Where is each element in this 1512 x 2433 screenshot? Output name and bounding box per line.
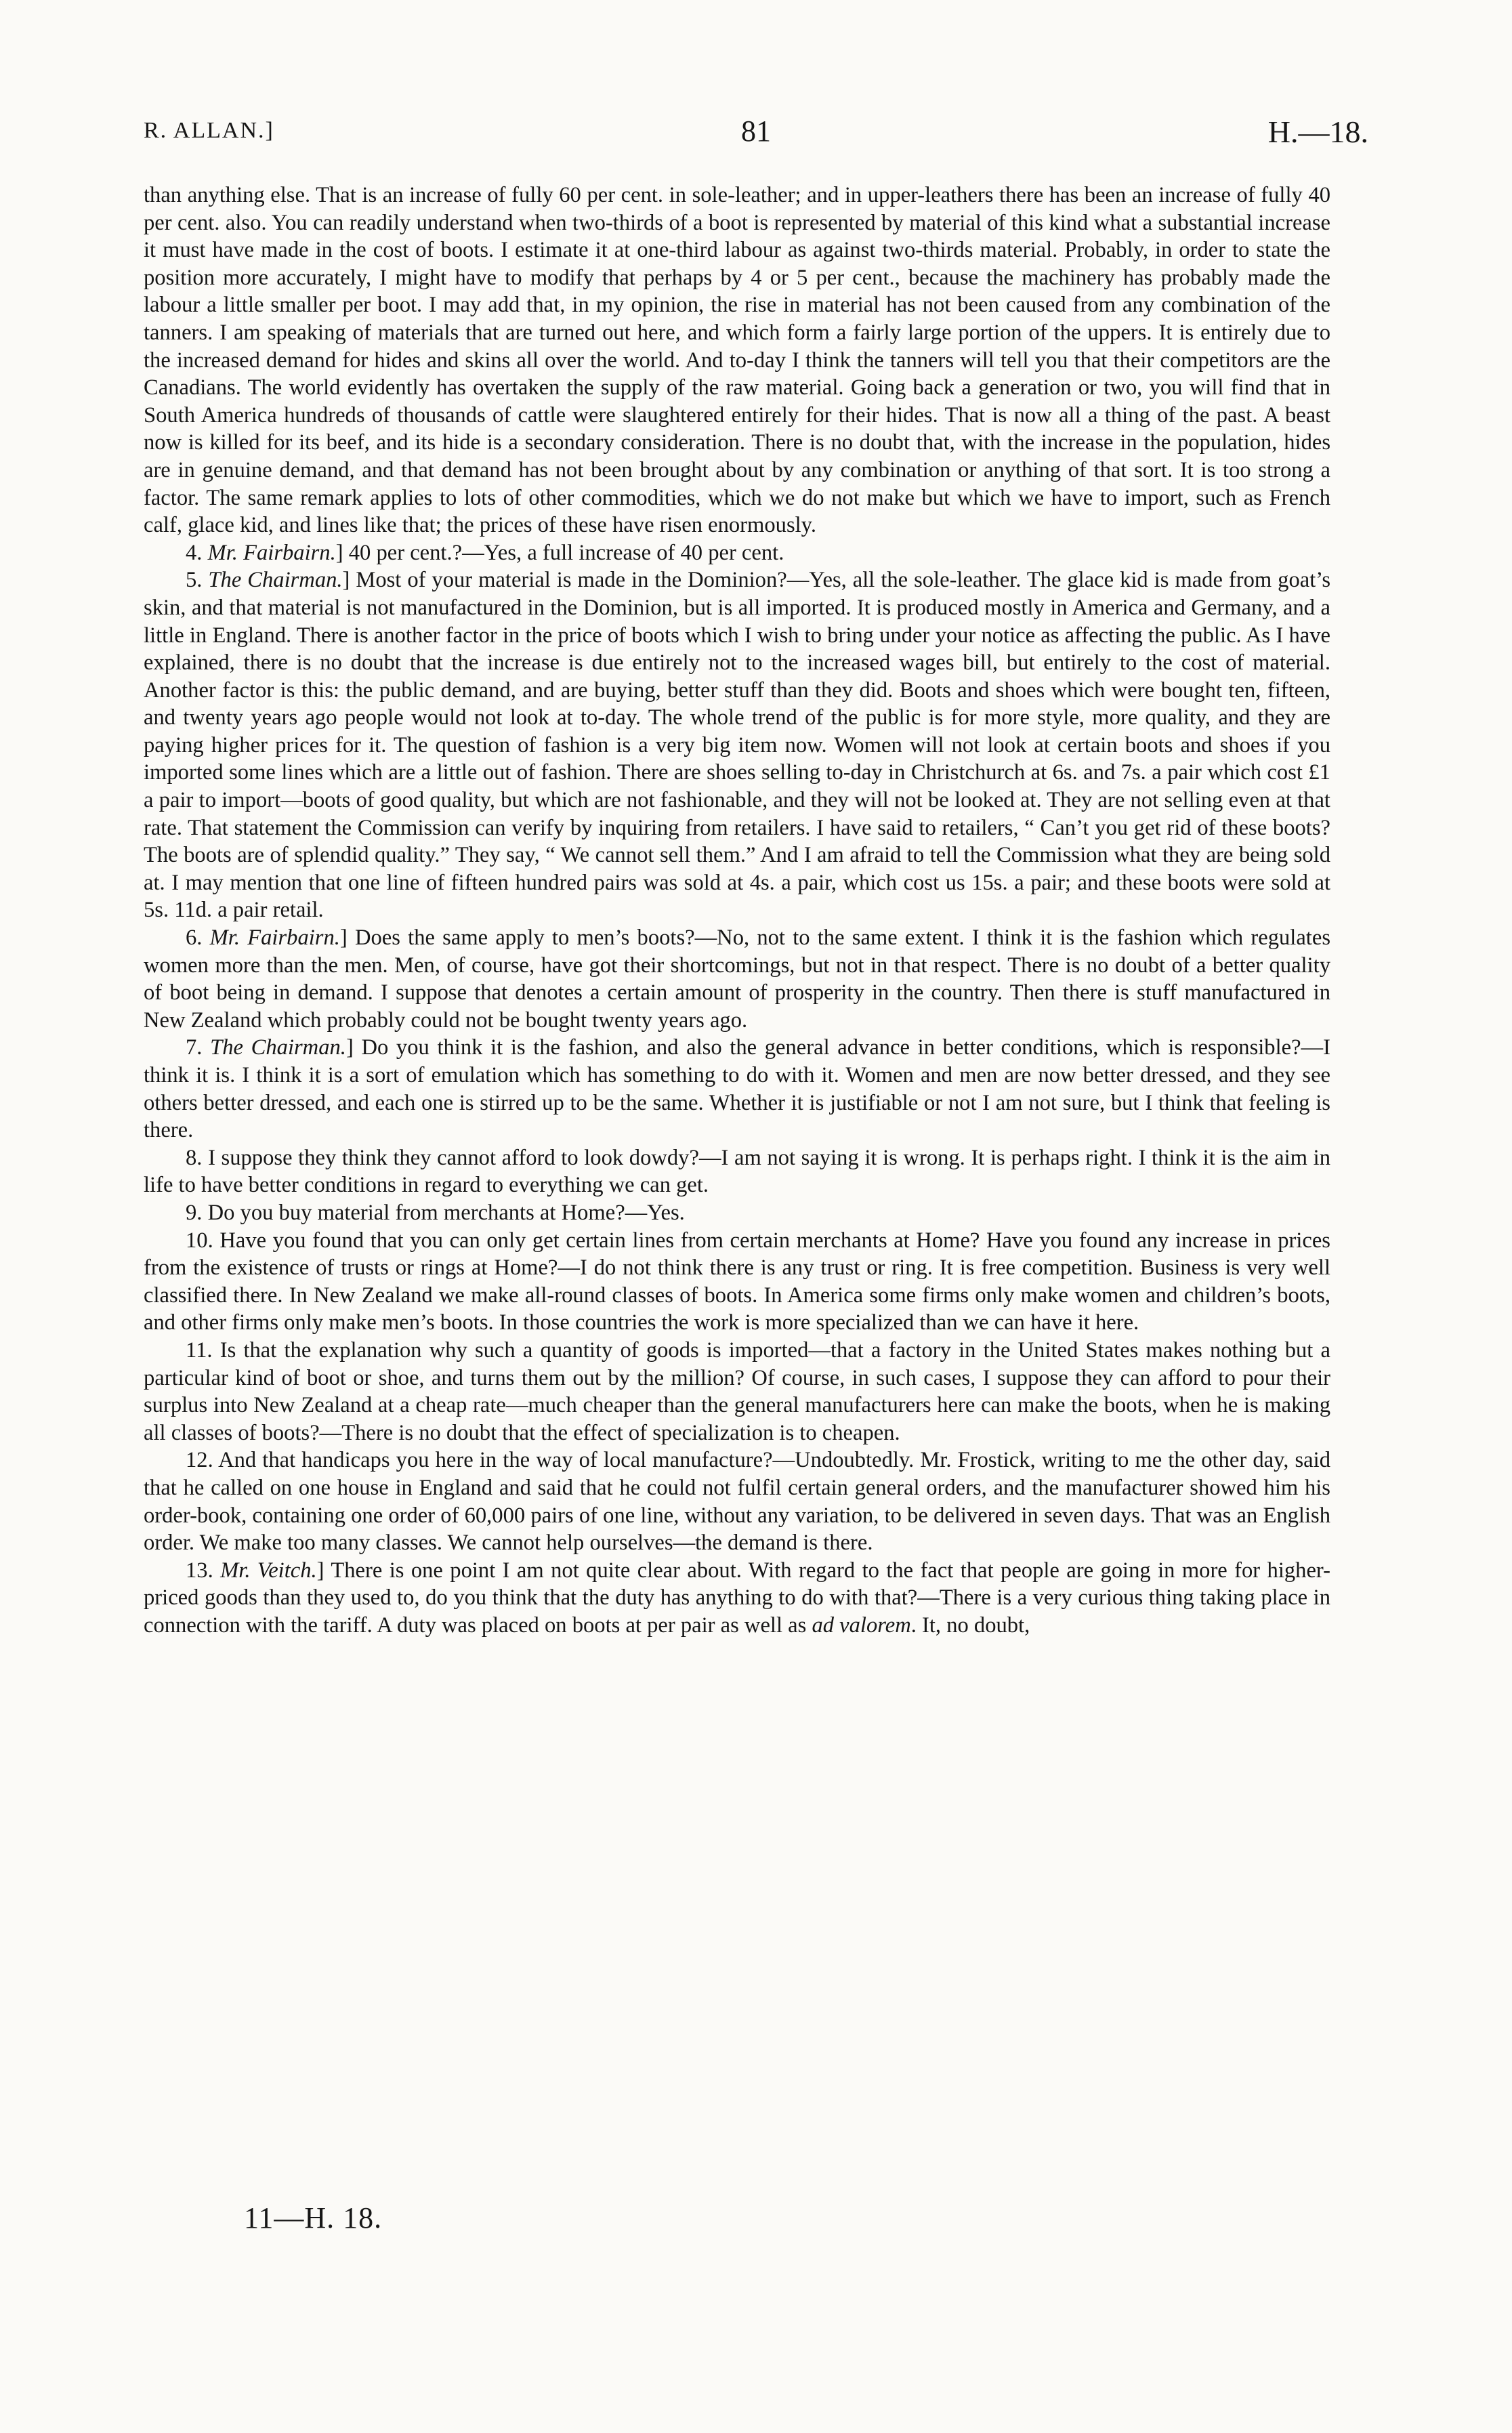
question-9: 9. Do you buy material from merchants at Home?—Yes. [186,1200,685,1225]
speaker: The Chairman. [210,1035,346,1060]
speaker: The Chairman. [208,568,343,593]
question-4: 4. Mr. Fairbairn.] 40 per cent.?—Yes, a full increase of 40 per cent. [186,540,784,565]
speaker: Mr. Fairbairn. [209,926,340,951]
paragraph-continuation: than anything else. That is an increase of fully 60 per cent. in sole-leather; and in upper-leathers there has been an increase of fully 40 per cent. also. You can readily understand when two-thirds of a boot is represented by material of this kind what a substantial increase it must have made in the cost of boots. I estimate it at one-third labour as against two-thirds material. Probably, in order to state the position more accurately, I might have to modify that perhaps by 4 or 5 per cent., because the machinery has probably made the labour a little smaller per boot. I may add that, in my opinion, the rise in material has not been caused from any combination of the tanners. I am speaking of materials that are turned out here, and which form a fairly large portion of the uppers. It is entirely due to the increased demand for hides and skins all over the world. And to-day I think the tanners will tell you that their competitors are the Canadians. The world evidently has overtaken the supply of the raw material. Going back a generation or two, you will find that in South America hundreds of thousands of cattle were slaughtered entirely for their hides. That is now all a thing of the past. A beast now is killed for its beef, and its hide is a secondary consideration. There is no doubt that, with the increase in the population, hides are in genuine demand, and that demand has not been brought about by any combination or anything of that sort. It is too strong a factor. The same remark applies to lots of other commodities, which we do not make but which we have to import, such as French calf, glace kid, and lines like that; the prices of these have risen enormously. [144,183,1330,538]
question-8: 8. I suppose they think they cannot afford to look dowdy?—I am not saying it is wrong. It is perhaps right. I think it is the aim in life to have better conditions in regard to everything we can get. [144,1145,1330,1198]
question-7: 7. The Chairman.] Do you think it is the fashion, and also the general advance in better conditions, which is responsible?—I think it is. I think it is a sort of emulation which has something to do with it. Women and men are now better dressed, and they see others better dressed, and each one is stirred up to be the same. Whether it is justifiable or not I am not sure, but I think that feeling is there. [144,1035,1330,1143]
question-11: 11. Is that the explanation why such a quantity of goods is imported—that a factory in the United States makes nothing but a particular kind of boot or shoe, and turns them out by the million? Of course, in such cases, I suppose they can afford to pour their surplus into New Zealand at a cheap rate—much cheaper than the general manufacturers here can make the boots, when he is making all classes of boots?—There is no doubt that the effect of specialization is to cheapen. [144,1337,1330,1445]
paper-reference: H.—18. [1267,115,1368,149]
footer-signature: 11—H. 18. [244,2201,383,2234]
question-13: 13. Mr. Veitch.] There is one point I am not quite clear about. With regard to the fact that people are going in more for higher-priced goods than they used to, do you think that the duty has anything to do with that?—There is a very curious thing taking place in connection with the tariff. A duty was placed on boots at per pair as well as ad valorem. It, no doubt, [144,1558,1330,1638]
page-number: 81 [741,115,771,148]
witness-name: R. ALLAN.] [144,118,274,143]
question-10: 10. Have you found that you can only get certain lines from certain merchants at Home? Have you found any increase in prices from the existence of trusts or rings at Home?—I do not think there is any trust or ring. It is free competition. Business is very well classified there. In New Zealand we make all-round classes of boots. In America some firms only make women and children’s boots, and other firms only make men’s boots. In those countries the work is more specialized than we can have it here. [144,1228,1330,1335]
body-text [144,182,1330,1639]
question-5: 5. The Chairman.] Most of your material is made in the Dominion?—Yes, all the sole-leather. The glace kid is made from goat’s skin, and that material is not manufactured in the Dominion, but is all imported. It is produced mostly in America and Germany, and a little in England. There is another factor in the price of boots which I wish to bring under your notice as affecting the public. As I have explained, there is no doubt that the increase is due entirely not to the increased wages bill, but entirely to the cost of material. Another factor is this: the public demand, and are buying, better stuff than they did. Boots and shoes which were bought ten, fifteen, and twenty years ago people would not look at to-day. The whole trend of the public is for more style, more quality, and they are paying higher prices for it. The question of fashion is a very big item now. Women will not look at certain boots and shoes if you imported some lines which are a little out of fashion. There are shoes selling to-day in Christchurch at 6s. and 7s. a pair which cost £1 a pair to import—boots of good quality, but which are not fashionable, and they will not be looked at. They are not selling even at that rate. That statement the Commission can verify by inquiring from retailers. I have said to retailers, “ Can’t you get rid of these boots? The boots are of splendid quality.” They say, “ We cannot sell them.” And I am afraid to tell the Commission what they are being sold at. I may mention that one line of fifteen hundred pairs was sold at 4s. a pair, which cost us 15s. a pair; and these boots were sold at 5s. 11d. a pair retail. [144,568,1330,923]
question-6: 6. Mr. Fairbairn.] Does the same apply to men’s boots?—No, not to the same extent. I think it is the fashion which regulates women more than the men. Men, of course, have got their shortcomings, but not in that respect. There is no doubt of a better quality of boot being in demand. I suppose that denotes a certain amount of prosperity in the country. Then there is stuff manufactured in New Zealand which probably could not be bought twenty years ago. [144,926,1330,1033]
page-header [144,114,1368,154]
speaker: Mr. Fairbairn. [207,540,336,565]
question-12: 12. And that handicaps you here in the way of local manufacture?—Undoubtedly. Mr. Frostick, writing to me the other day, said that he called on one house in England and said that he could not fulfil certain general orders, and the manufacturer showed him his order-book, containing one order of 60,000 pairs of one line, without any variation, to be delivered in seven days. That was an English order. We make too many classes. We cannot help ourselves—the demand is there. [144,1448,1330,1556]
speaker: Mr. Veitch. [220,1558,317,1583]
